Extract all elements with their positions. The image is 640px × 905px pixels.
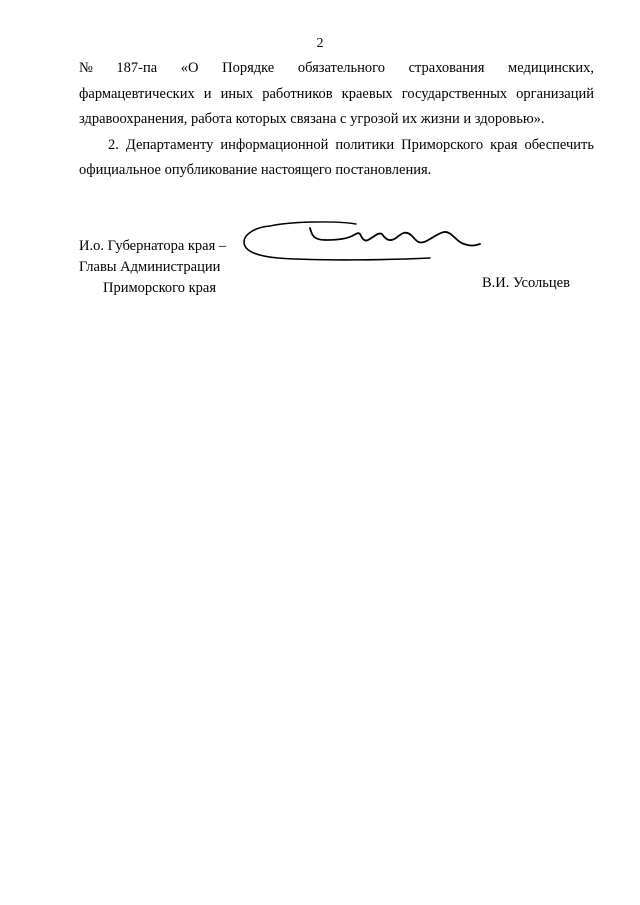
- signatory-title-line: Приморского края: [103, 280, 217, 296]
- signatory-title-line: Главы Администрации: [79, 259, 221, 275]
- document-body: [79, 56, 594, 184]
- handwritten-signature: [238, 218, 483, 268]
- signatory-title: [79, 236, 226, 299]
- signatory-title-line: И.о. Губернатора края –: [79, 238, 227, 254]
- paragraph-continuation: фармацевтических и иных работников краевых государственных организаций здравоохранения, работа которых связана с угрозой их жизни и здоровью».: [79, 85, 594, 127]
- paragraph-decree-reference: [79, 56, 594, 133]
- paragraph-first-line: [79, 56, 594, 82]
- word: Порядке: [222, 60, 275, 76]
- paragraph-publication-order: 2. Департаменту информационной политики Приморского края обеспечить официальное опубликование настоящего постановления.: [79, 136, 594, 178]
- page-number: 2: [316, 36, 324, 51]
- word: 187-па: [116, 60, 158, 76]
- word: медицинских,: [508, 60, 594, 76]
- signatory-name: В.И. Усольцев: [482, 275, 570, 291]
- word: «О: [180, 60, 199, 76]
- word: №: [79, 60, 93, 76]
- word: обязательного: [297, 60, 386, 76]
- word: страхования: [408, 60, 485, 76]
